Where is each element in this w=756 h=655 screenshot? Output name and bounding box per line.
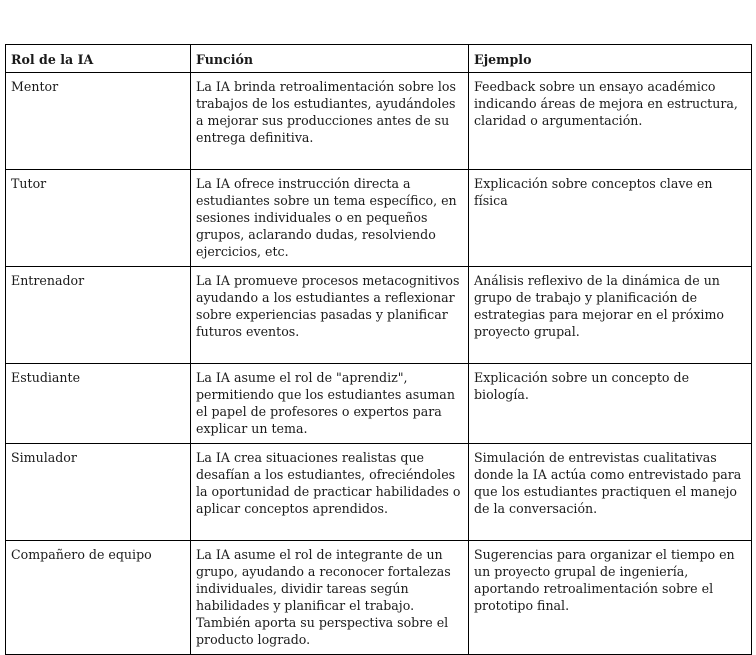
function-cell: La IA ofrece instrucción directa a estudiantes sobre un tema específico, en sesiones individuales o en pequeños grupos, aclarando dudas, resolviendo ejercicios, etc.	[191, 170, 469, 267]
ai-roles-table	[5, 44, 752, 655]
header-function: Función	[191, 45, 469, 73]
role-cell: Entrenador	[6, 267, 191, 364]
table-row	[6, 444, 752, 541]
table-row	[6, 364, 752, 444]
function-cell: La IA asume el rol de "aprendiz", permitiendo que los estudiantes asuman el papel de profesores o expertos para explicar un tema.	[191, 364, 469, 444]
function-cell: La IA brinda retroalimentación sobre los trabajos de los estudiantes, ayudándoles a mejorar sus producciones antes de su entrega definitiva.	[191, 73, 469, 170]
role-cell: Simulador	[6, 444, 191, 541]
table-row	[6, 170, 752, 267]
example-cell: Análisis reflexivo de la dinámica de un grupo de trabajo y planificación de estrategias para mejorar en el próximo proyecto grupal.	[469, 267, 752, 364]
table-row	[6, 541, 752, 655]
example-cell: Simulación de entrevistas cualitativas donde la IA actúa como entrevistado para que los estudiantes practiquen el manejo de la conversación.	[469, 444, 752, 541]
role-cell: Estudiante	[6, 364, 191, 444]
example-cell: Sugerencias para organizar el tiempo en un proyecto grupal de ingeniería, aportando retroalimentación sobre el prototipo final.	[469, 541, 752, 655]
table-row	[6, 267, 752, 364]
example-cell: Explicación sobre conceptos clave en física	[469, 170, 752, 267]
example-cell: Feedback sobre un ensayo académico indicando áreas de mejora en estructura, claridad o argumentación.	[469, 73, 752, 170]
header-role: Rol de la IA	[6, 45, 191, 73]
example-cell: Explicación sobre un concepto de biología.	[469, 364, 752, 444]
role-cell: Tutor	[6, 170, 191, 267]
function-cell: La IA crea situaciones realistas que desafían a los estudiantes, ofreciéndoles la oportunidad de practicar habilidades o aplicar conceptos aprendidos.	[191, 444, 469, 541]
role-cell: Mentor	[6, 73, 191, 170]
table-header-row	[6, 45, 752, 73]
header-example: Ejemplo	[469, 45, 752, 73]
function-cell: La IA promueve procesos metacognitivos ayudando a los estudiantes a reflexionar sobre experiencias pasadas y planificar futuros eventos.	[191, 267, 469, 364]
role-cell: Compañero de equipo	[6, 541, 191, 655]
table-row	[6, 73, 752, 170]
function-cell: La IA asume el rol de integrante de un grupo, ayudando a reconocer fortalezas individuales, dividir tareas según habilidades y planificar el trabajo. También aporta su perspectiva sobre el producto logrado.	[191, 541, 469, 655]
